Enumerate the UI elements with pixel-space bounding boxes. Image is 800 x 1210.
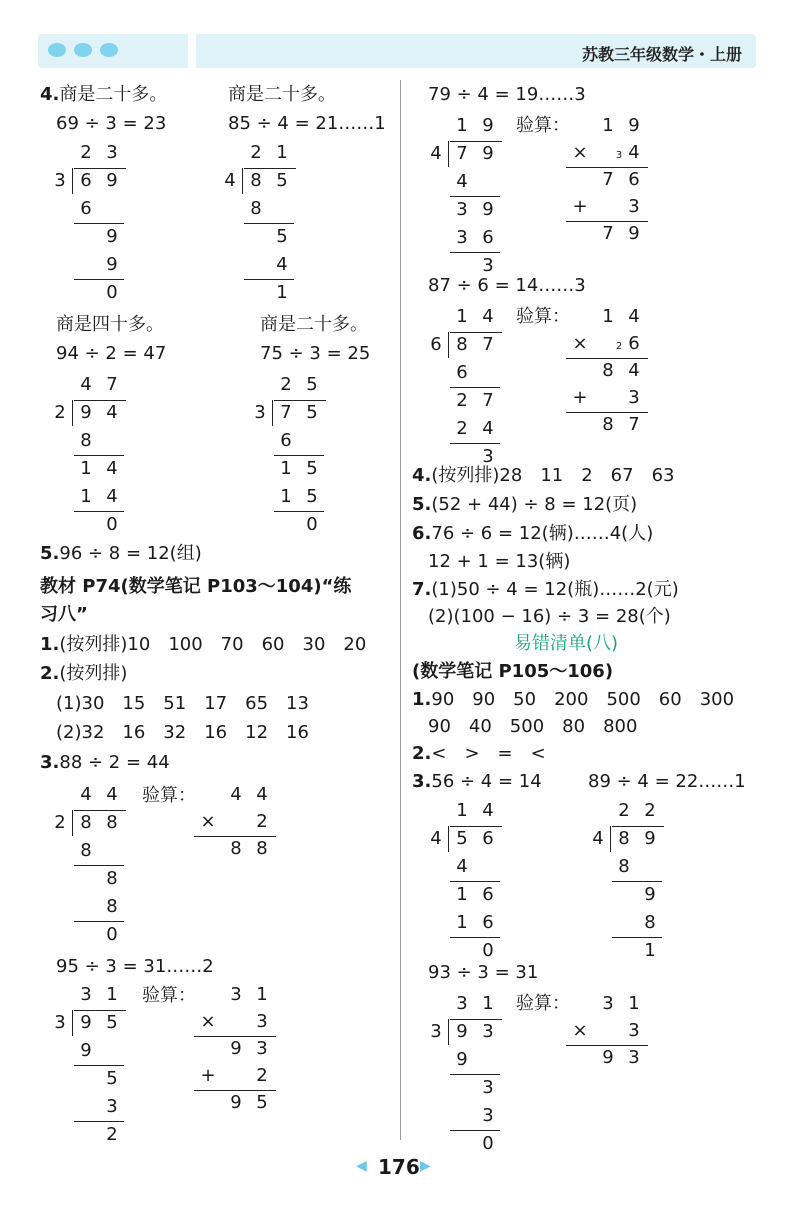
e1-line: 1.90 90 50 200 500 60 300	[412, 689, 735, 710]
rule-line	[74, 810, 126, 811]
divisor-digit: 2	[54, 402, 66, 423]
product-digit: 3	[256, 1038, 268, 1059]
division-bracket	[272, 400, 273, 426]
step-digit: 3	[482, 1105, 494, 1126]
rule-line	[74, 1065, 124, 1066]
quotient-digit: 4	[80, 784, 92, 805]
s1-line: 1.(按列排)10 100 70 60 30 20	[40, 634, 367, 655]
step-digit: 1	[276, 282, 288, 303]
rule-line	[612, 937, 662, 938]
verify-digit: 9	[628, 115, 640, 136]
rule-line	[612, 826, 664, 827]
dividend-digit: 3	[482, 1021, 494, 1042]
product-digit: 7	[602, 169, 614, 190]
page-number: 176	[378, 1155, 420, 1179]
verify-digit: 1	[256, 984, 268, 1005]
r-q6-line2: 12 + 1 = 13(辆)	[428, 551, 571, 572]
q4-eq3: 94 ÷ 2 = 47	[56, 343, 167, 364]
q4-eq2: 85 ÷ 4 = 21……1	[228, 113, 386, 134]
step-digit: 3	[482, 446, 494, 467]
dividend-digit: 5	[276, 170, 288, 191]
divisor-digit: 2	[54, 812, 66, 833]
dividend-digit: 9	[106, 170, 118, 191]
division-bracket	[242, 168, 243, 194]
column-divider	[400, 80, 401, 1140]
times-sign: ×	[200, 1011, 216, 1032]
quotient-digit: 2	[280, 374, 292, 395]
quotient-digit: 2	[250, 142, 262, 163]
rule-line	[74, 1010, 126, 1011]
notes-ref: (数学笔记 P105～106)	[412, 661, 614, 682]
errors-title: 易错清单(八)	[514, 633, 619, 654]
product-digit: 8	[230, 838, 242, 859]
header-dot-icon	[48, 43, 66, 57]
step-digit: 3	[482, 255, 494, 276]
dividend-digit: 4	[106, 402, 118, 423]
quotient-digit: 4	[80, 374, 92, 395]
q4-eq4: 75 ÷ 3 = 25	[260, 343, 371, 364]
dividend-digit: 8	[618, 828, 630, 849]
step-digit: 4	[482, 418, 494, 439]
next-arrow-icon: ▶	[420, 1158, 431, 1174]
rule-line	[244, 168, 296, 169]
divisor-digit: 4	[592, 828, 604, 849]
quotient-digit: 4	[482, 800, 494, 821]
quotient-digit: 9	[482, 115, 494, 136]
step-digit: 9	[80, 1040, 92, 1061]
q4-text4: 商是二十多。	[260, 314, 368, 335]
multiplier-digit: 4	[628, 142, 640, 163]
rule-line	[612, 881, 662, 882]
q4-eq1: 69 ÷ 3 = 23	[56, 113, 167, 134]
r-q6-line: 6.76 ÷ 6 = 12(辆)……4(人)	[412, 523, 654, 544]
rule-line	[74, 1121, 124, 1122]
multiplier-digit: 3	[256, 1011, 268, 1032]
division-bracket	[72, 1010, 73, 1036]
s3-line: 3.88 ÷ 2 = 44	[40, 752, 170, 773]
step-digit: 1	[280, 486, 292, 507]
r-q5-line: 5.(52 + 44) ÷ 8 = 12(页)	[412, 494, 638, 515]
verify-digit: 1	[628, 993, 640, 1014]
division-bracket	[448, 332, 449, 358]
step-digit: 3	[456, 227, 468, 248]
rule-line	[74, 168, 126, 169]
rule-line	[450, 1074, 500, 1075]
step-digit: 4	[456, 856, 468, 877]
verify-digit: 4	[256, 784, 268, 805]
rule-line	[194, 1036, 276, 1037]
quotient-digit: 2	[80, 142, 92, 163]
step-digit: 4	[106, 458, 118, 479]
rule-line	[74, 921, 124, 922]
header-dot-icon	[74, 43, 92, 57]
plus-sign: +	[200, 1065, 216, 1086]
check-label: 验算：	[142, 985, 196, 1006]
dividend-digit: 5	[306, 402, 318, 423]
rule-line	[450, 881, 500, 882]
sum-digit: 7	[628, 414, 640, 435]
rule-line	[450, 387, 500, 388]
step-digit: 6	[456, 362, 468, 383]
step-digit: 8	[80, 840, 92, 861]
product-digit: 6	[628, 169, 640, 190]
r1-eq: 79 ÷ 4 = 19……3	[428, 84, 586, 105]
step-digit: 1	[80, 458, 92, 479]
step-digit: 1	[644, 940, 656, 961]
multiplier-digit: 3	[628, 1020, 640, 1041]
rule-line	[450, 252, 500, 253]
rule-line	[274, 455, 324, 456]
step-digit: 0	[106, 514, 118, 535]
dividend-digit: 9	[456, 1021, 468, 1042]
product-digit: 3	[628, 1047, 640, 1068]
rule-line	[450, 332, 502, 333]
quotient-digit: 4	[106, 784, 118, 805]
rule-line	[194, 1090, 276, 1091]
division-bracket	[448, 826, 449, 852]
verify-digit: 3	[230, 984, 242, 1005]
dividend-digit: 5	[456, 828, 468, 849]
rule-line	[74, 400, 126, 401]
multiplier-digit: 6	[628, 333, 640, 354]
step-digit: 0	[106, 924, 118, 945]
quotient-digit: 1	[482, 993, 494, 1014]
verify-digit: 4	[628, 306, 640, 327]
quotient-digit: 2	[644, 800, 656, 821]
carry-digit: 2	[615, 341, 623, 352]
rule-line	[74, 511, 124, 512]
dividend-digit: 8	[250, 170, 262, 191]
sum-digit: 7	[602, 223, 614, 244]
quotient-digit: 1	[456, 115, 468, 136]
sum-digit: 5	[256, 1092, 268, 1113]
step-digit: 6	[80, 198, 92, 219]
dividend-digit: 6	[80, 170, 92, 191]
step-digit: 8	[618, 856, 630, 877]
rule-line	[74, 279, 124, 280]
rule-line	[566, 358, 648, 359]
division-bracket	[72, 400, 73, 426]
s2-row2: (2)32 16 32 16 12 16	[56, 722, 309, 743]
product-digit: 8	[602, 360, 614, 381]
check-label: 验算：	[516, 306, 570, 327]
rule-line	[450, 141, 502, 142]
rule-line	[74, 223, 124, 224]
step-digit: 8	[106, 896, 118, 917]
rule-line	[74, 455, 124, 456]
division-bracket	[610, 826, 611, 852]
q4-line: 4.商是二十多。	[40, 84, 168, 105]
quotient-digit: 1	[276, 142, 288, 163]
dividend-digit: 9	[644, 828, 656, 849]
step-digit: 8	[106, 868, 118, 889]
step-digit: 6	[280, 430, 292, 451]
quotient-digit: 3	[456, 993, 468, 1014]
dividend-digit: 7	[280, 402, 292, 423]
quotient-digit: 7	[106, 374, 118, 395]
rule-line	[450, 937, 500, 938]
divisor-digit: 3	[54, 170, 66, 191]
step-digit: 8	[644, 912, 656, 933]
e3-line: 3.56 ÷ 4 = 14	[412, 771, 542, 792]
verify-digit: 3	[602, 993, 614, 1014]
verify-digit: 1	[602, 306, 614, 327]
divisor-digit: 3	[430, 1021, 442, 1042]
r-q7-line: 7.(1)50 ÷ 4 = 12(瓶)……2(元)	[412, 579, 679, 600]
step-digit: 1	[280, 458, 292, 479]
step-digit: 2	[456, 418, 468, 439]
book-title: 苏教三年级数学・上册	[581, 45, 742, 64]
divisor-digit: 3	[254, 402, 266, 423]
step-digit: 6	[482, 884, 494, 905]
division-bracket	[72, 168, 73, 194]
e3-eq3: 93 ÷ 3 = 31	[428, 962, 539, 983]
e1-row2: 90 40 500 80 800	[428, 716, 638, 737]
rule-line	[244, 279, 294, 280]
step-digit: 1	[456, 884, 468, 905]
step-digit: 5	[306, 486, 318, 507]
rule-line	[566, 221, 648, 222]
verify-digit: 4	[230, 784, 242, 805]
rule-line	[566, 167, 648, 168]
rule-line	[566, 412, 648, 413]
section-title-cont: 习八”	[40, 604, 88, 625]
dividend-digit: 9	[482, 143, 494, 164]
header-dot-icon	[100, 43, 118, 57]
step-digit: 9	[106, 226, 118, 247]
verify-digit: 1	[602, 115, 614, 136]
times-sign: ×	[572, 333, 588, 354]
dividend-digit: 6	[482, 828, 494, 849]
addend-digit: 2	[256, 1065, 268, 1086]
r2-eq: 87 ÷ 6 = 14……3	[428, 275, 586, 296]
rule-line	[450, 1019, 502, 1020]
multiplier-digit: 2	[256, 811, 268, 832]
q4-text2: 商是二十多。	[228, 84, 336, 105]
addend-digit: 3	[628, 387, 640, 408]
divisor-digit: 3	[54, 1012, 66, 1033]
rule-line	[450, 1130, 500, 1131]
check-label: 验算：	[516, 115, 570, 136]
divisor-digit: 4	[430, 828, 442, 849]
step-digit: 2	[456, 390, 468, 411]
times-sign: ×	[572, 142, 588, 163]
step-digit: 9	[482, 199, 494, 220]
rule-line	[74, 865, 124, 866]
step-digit: 5	[276, 226, 288, 247]
step-digit: 4	[276, 254, 288, 275]
divisor-digit: 4	[224, 170, 236, 191]
step-digit: 8	[250, 198, 262, 219]
e2-line: 2.< > = <	[412, 743, 546, 764]
rule-line	[274, 511, 324, 512]
q5-line: 5.96 ÷ 8 = 12(组)	[40, 543, 202, 564]
step-digit: 8	[80, 430, 92, 451]
division-bracket	[448, 141, 449, 167]
dividend-digit: 8	[106, 812, 118, 833]
s2-row1: (1)30 15 51 17 65 13	[56, 693, 309, 714]
sum-digit: 9	[628, 223, 640, 244]
step-digit: 0	[106, 282, 118, 303]
prev-arrow-icon: ◀	[356, 1158, 367, 1174]
addend-digit: 3	[628, 196, 640, 217]
rule-line	[450, 443, 500, 444]
dividend-digit: 7	[482, 334, 494, 355]
r-q4-line: 4.(按列排)28 11 2 67 63	[412, 465, 675, 486]
step-digit: 0	[482, 940, 494, 961]
step-digit: 6	[482, 227, 494, 248]
rule-line	[194, 836, 276, 837]
division-bracket	[448, 1019, 449, 1045]
q4-text3: 商是四十多。	[56, 314, 164, 335]
plus-sign: +	[572, 196, 588, 217]
e3-eq2: 89 ÷ 4 = 22……1	[588, 771, 746, 792]
quotient-digit: 2	[618, 800, 630, 821]
step-digit: 3	[482, 1077, 494, 1098]
section-title: 教材 P74(数学笔记 P103～104)“练	[40, 576, 352, 597]
sum-digit: 8	[602, 414, 614, 435]
times-sign: ×	[200, 811, 216, 832]
step-digit: 1	[80, 486, 92, 507]
division-bracket	[72, 810, 73, 836]
quotient-digit: 1	[106, 984, 118, 1005]
step-digit: 9	[456, 1049, 468, 1070]
rule-line	[566, 1045, 648, 1046]
divisor-digit: 6	[430, 334, 442, 355]
carry-digit: 3	[615, 150, 623, 161]
step-digit: 7	[482, 390, 494, 411]
dividend-digit: 8	[80, 812, 92, 833]
step-digit: 9	[106, 254, 118, 275]
dividend-digit: 8	[456, 334, 468, 355]
step-digit: 3	[456, 199, 468, 220]
check-label: 验算：	[516, 993, 570, 1014]
dividend-digit: 9	[80, 1012, 92, 1033]
divisor-digit: 4	[430, 143, 442, 164]
step-digit: 4	[456, 171, 468, 192]
product-digit: 9	[230, 1038, 242, 1059]
step-digit: 5	[306, 458, 318, 479]
step-digit: 9	[644, 884, 656, 905]
rule-line	[450, 196, 500, 197]
quotient-digit: 1	[456, 800, 468, 821]
r-q7-line2: (2)(100 − 16) ÷ 3 = 28(个)	[428, 606, 671, 627]
quotient-digit: 3	[106, 142, 118, 163]
plus-sign: +	[572, 387, 588, 408]
step-digit: 0	[482, 1133, 494, 1154]
step-digit: 6	[482, 912, 494, 933]
dividend-digit: 7	[456, 143, 468, 164]
step-digit: 3	[106, 1096, 118, 1117]
check-label: 验算：	[142, 785, 196, 806]
product-digit: 9	[602, 1047, 614, 1068]
step-digit: 2	[106, 1124, 118, 1145]
quotient-digit: 5	[306, 374, 318, 395]
step-digit: 5	[106, 1068, 118, 1089]
step-digit: 1	[456, 912, 468, 933]
times-sign: ×	[572, 1020, 588, 1041]
s3-eq2: 95 ÷ 3 = 31……2	[56, 956, 214, 977]
product-digit: 8	[256, 838, 268, 859]
rule-line	[450, 826, 502, 827]
rule-line	[274, 400, 326, 401]
dividend-digit: 9	[80, 402, 92, 423]
s2-line: 2.(按列排)	[40, 663, 128, 684]
step-digit: 4	[106, 486, 118, 507]
quotient-digit: 1	[456, 306, 468, 327]
step-digit: 0	[306, 514, 318, 535]
product-digit: 4	[628, 360, 640, 381]
rule-line	[244, 223, 294, 224]
dividend-digit: 5	[106, 1012, 118, 1033]
quotient-digit: 4	[482, 306, 494, 327]
sum-digit: 9	[230, 1092, 242, 1113]
quotient-digit: 3	[80, 984, 92, 1005]
